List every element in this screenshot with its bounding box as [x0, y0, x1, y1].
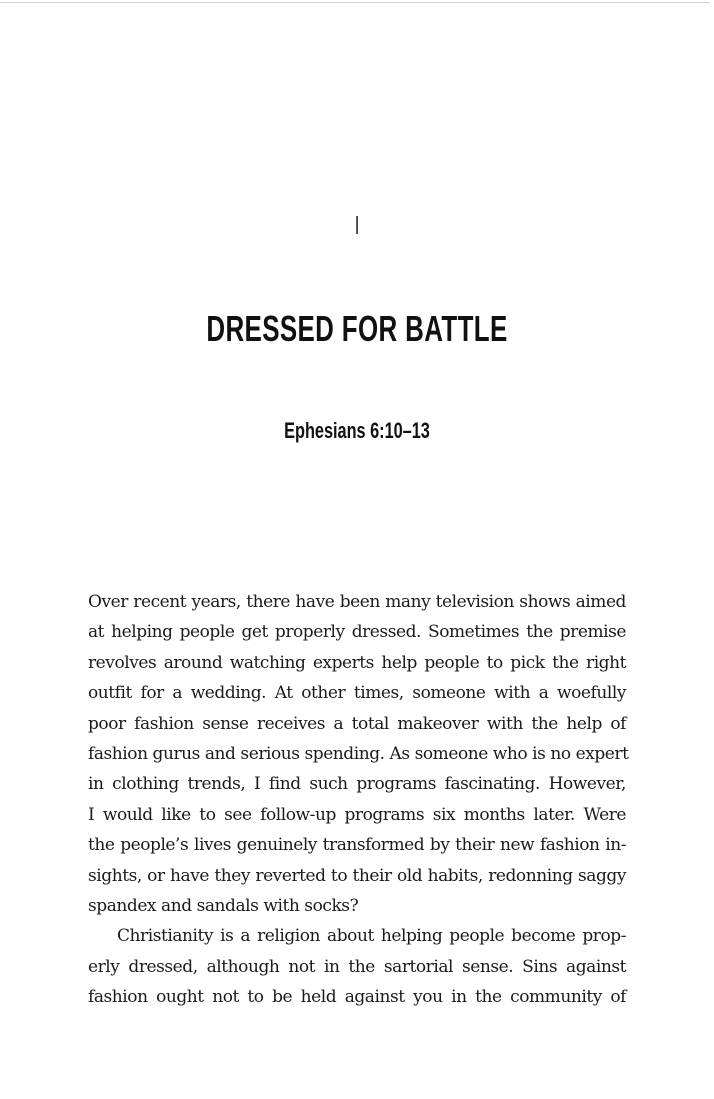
text-line: the people’s lives genuinely transformed by their new fashion in-: [88, 835, 626, 856]
text-line: at helping people get properly dressed. Sometimes the premise: [88, 622, 626, 643]
text-line: Christianity is a religion about helping people become prop-: [117, 926, 626, 947]
text-line: spandex and sandals with socks?: [88, 896, 359, 917]
text-line: I would like to see follow-up programs six months later. Were: [88, 804, 626, 825]
top-border-rule: [0, 2, 710, 3]
text-line: revolves around watching experts help people to pick the right: [88, 652, 626, 673]
text-line: outfit for a wedding. At other times, someone with a woefully: [88, 683, 626, 704]
text-line: in clothing trends, I find such programs fascinating. However,: [88, 774, 626, 795]
chapter-number: I: [354, 210, 360, 240]
text-line: poor fashion sense receives a total makeover with the help of: [88, 713, 626, 734]
text-line: Over recent years, there have been many television shows aimed: [88, 592, 626, 612]
text-line: erly dressed, although not in the sartorial sense. Sins against: [88, 956, 626, 977]
chapter-title: DRESSED FOR BATTLE: [206, 308, 508, 349]
scripture-reference: Ephesians 6:10–13: [284, 418, 430, 443]
body-text: [88, 587, 629, 1013]
text-line: fashion ought not to be held against you in the community of: [88, 987, 626, 1008]
text-line: fashion gurus and serious spending. As someone who is no expert: [88, 744, 629, 765]
text-line: sights, or have they reverted to their old habits, redonning saggy: [88, 865, 626, 886]
